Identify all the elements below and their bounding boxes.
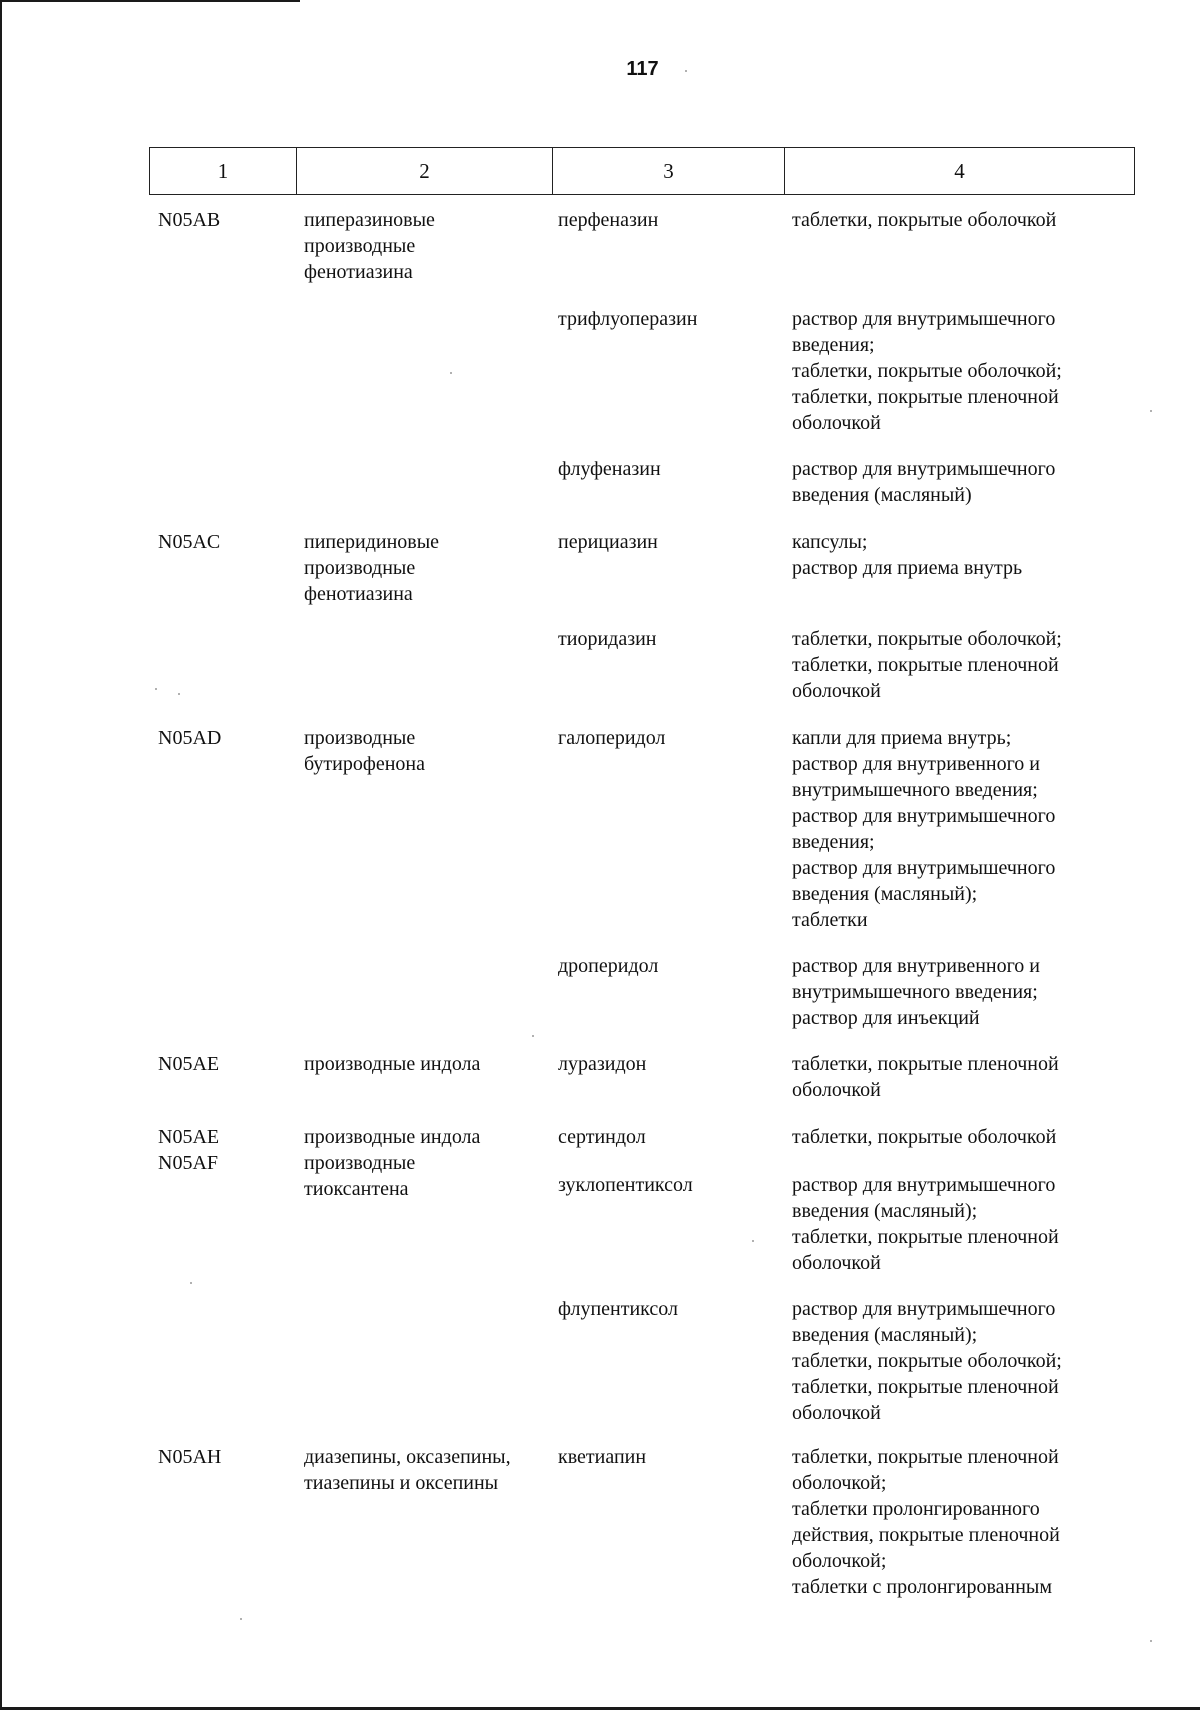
row-substance: трифлуоперазин: [558, 308, 698, 330]
table-header: [149, 147, 1135, 195]
row-substance: перфеназин: [558, 209, 659, 231]
row-substance: сертиндол: [558, 1126, 646, 1148]
scan-speck: [752, 1240, 754, 1242]
row-substance: кветиапин: [558, 1446, 647, 1468]
row-code: N05AE N05AF: [158, 1126, 220, 1174]
scan-speck: [190, 1282, 192, 1284]
row-form: капли для приема внутрь; раствор для внутривенного и внутримышечного введения; раствор для внутримышечного введения; раствор для внутримышечного введения (масляный); таблетки: [792, 727, 1056, 931]
row-form: раствор для внутримышечного введения (масляный): [792, 458, 1056, 506]
row-substance: флупентиксол: [558, 1298, 678, 1320]
row-code: N05AB: [158, 209, 221, 231]
row-code: N05AE: [158, 1053, 220, 1075]
row-group: производные индола: [304, 1053, 481, 1075]
scan-speck: [450, 372, 452, 374]
scan-speck: [1150, 410, 1152, 412]
row-form: таблетки, покрытые пленочной оболочкой; таблетки пролонгированного действия, покрытые пленочной оболочкой; таблетки с пролонгированным: [792, 1446, 1060, 1598]
row-substance: перициазин: [558, 531, 658, 553]
header-col-2: 2: [297, 148, 553, 194]
row-substance: дроперидол: [558, 955, 659, 977]
row-group: пиперидиновые производные фенотиазина: [304, 531, 440, 605]
row-substance: галоперидол: [558, 727, 666, 749]
row-form: таблетки, покрытые пленочной оболочкой: [792, 1053, 1059, 1101]
row-group: пиперазиновые производные фенотиазина: [304, 209, 435, 283]
row-substance: флуфеназин: [558, 458, 661, 480]
row-form: раствор для внутримышечного введения; таблетки, покрытые оболочкой; таблетки, покрытые пленочной оболочкой: [792, 308, 1062, 434]
row-form: таблетки, покрытые оболочкой; таблетки, покрытые пленочной оболочкой: [792, 628, 1062, 702]
row-group: диазепины, оксазепины, тиазепины и оксепины: [304, 1446, 511, 1494]
row-group: производные бутирофенона: [304, 727, 425, 775]
scan-speck: [1150, 1640, 1152, 1642]
row-substance: луразидон: [558, 1053, 647, 1075]
row-form: таблетки, покрытые оболочкой: [792, 209, 1057, 231]
row-form: раствор для внутримышечного введения (масляный); таблетки, покрытые оболочкой; таблетки, покрытые пленочной оболочкой: [792, 1298, 1062, 1424]
row-substance: зуклопентиксол: [558, 1174, 693, 1196]
row-code: N05AH: [158, 1446, 222, 1468]
row-substance: тиоридазин: [558, 628, 657, 650]
scan-speck: [155, 688, 157, 690]
scan-speck: [240, 1618, 242, 1620]
scan-speck: [532, 1035, 534, 1037]
scan-speck: [685, 70, 687, 72]
header-col-4: 4: [954, 158, 965, 183]
scan-speck: [178, 693, 180, 695]
page-number: 117: [626, 58, 659, 80]
row-code: N05AD: [158, 727, 222, 749]
header-col-1: 1: [150, 148, 297, 194]
row-form: таблетки, покрытые оболочкой: [792, 1126, 1057, 1148]
row-form: капсулы; раствор для приема внутрь: [792, 531, 1023, 579]
row-group: производные индола производные тиоксантена: [304, 1126, 481, 1200]
scan-edge-left: [0, 0, 2, 1710]
row-code: N05AC: [158, 531, 221, 553]
row-form: раствор для внутримышечного введения (масляный); таблетки, покрытые пленочной оболочкой: [792, 1174, 1059, 1274]
header-col-3: 3: [553, 148, 785, 194]
scan-edge-top: [0, 0, 300, 2]
row-form: раствор для внутривенного и внутримышечного введения; раствор для инъекций: [792, 955, 1041, 1029]
